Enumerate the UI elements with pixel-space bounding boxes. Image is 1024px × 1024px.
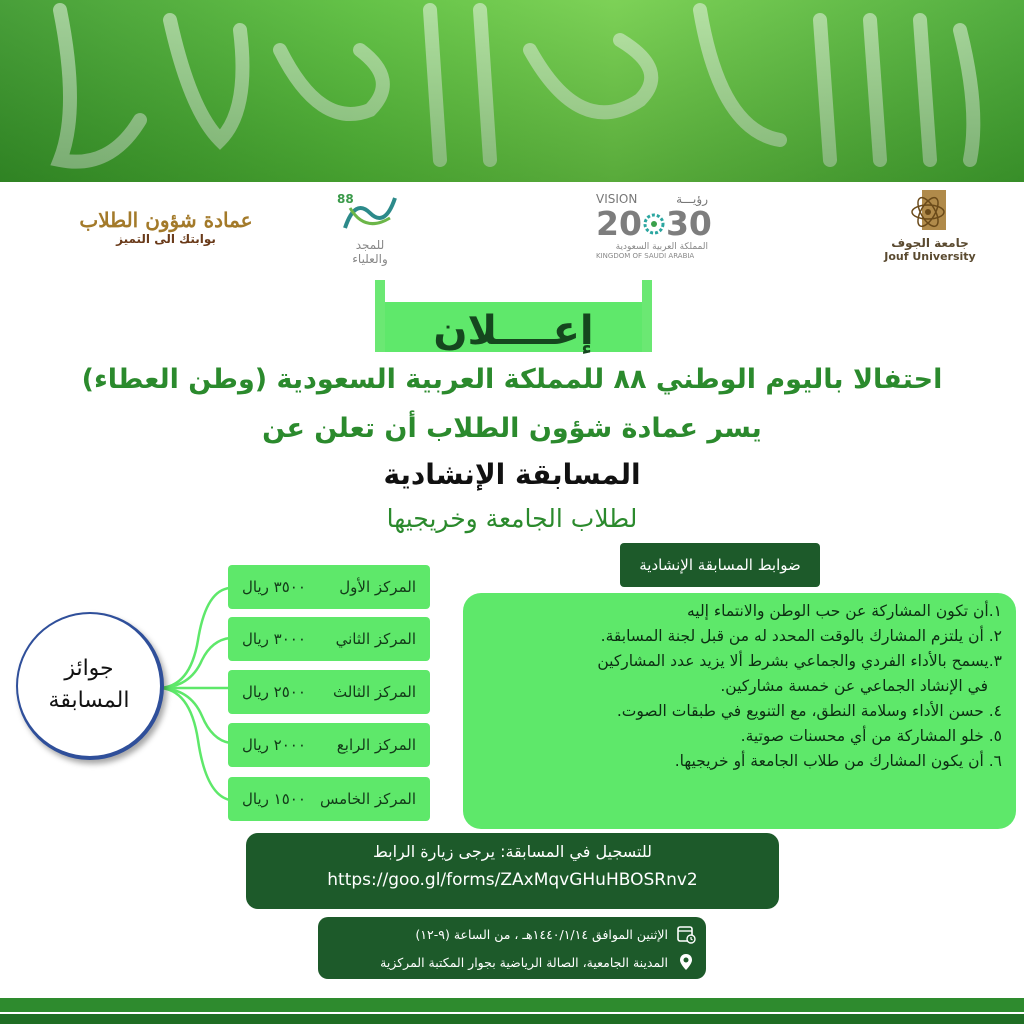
prizes-title-line1: جوائز <box>64 656 114 681</box>
student-affairs-name: عمادة شؤون الطلاب <box>79 208 253 232</box>
announcement-audience: لطلاب الجامعة وخريجيها <box>386 504 638 533</box>
national-day-line1: للمجد <box>355 238 385 252</box>
rule-item: ٦. أن يكون المشارك من طلاب الجامعة أو خريجيها. <box>674 752 1002 770</box>
national-day-emblem <box>335 188 405 238</box>
registration-box <box>246 833 779 909</box>
vision-2030-logo <box>596 192 714 260</box>
competition-name: المسابقة الإنشادية <box>383 458 641 491</box>
event-location: المدينة الجامعية، الصالة الرياضية بجوار المكتبة المركزية <box>380 954 668 970</box>
prize-place: المركز الثالث <box>332 683 416 701</box>
vision-year-left: 20 <box>596 204 642 243</box>
rule-item: ٥. خلو المشاركة من أي محسنات صوتية. <box>740 727 1002 745</box>
vision-year-right: 30 <box>665 204 712 243</box>
banner-shade <box>0 0 1024 182</box>
prize-amount: ١٥٠٠ ريال <box>242 790 306 808</box>
prize-place: المركز الثاني <box>335 630 416 648</box>
prize-amount: ٢٥٠٠ ريال <box>242 683 306 701</box>
prizes-title-line2: المسابقة <box>48 688 130 713</box>
vision-arabic-kingdom: المملكة العربية السعودية <box>615 242 708 252</box>
top-banner <box>0 0 1024 182</box>
jouf-emblem-icon <box>908 188 952 236</box>
prize-fifth <box>228 777 430 821</box>
prize-first <box>228 565 430 609</box>
prize-place: المركز الرابع <box>336 736 416 754</box>
announcement-line-2: يسر عمادة شؤون الطلاب أن تعلن عن <box>262 413 762 444</box>
footer-bar <box>0 998 1024 1012</box>
rule-item: ٣.يسمح بالأداء الفردي والجماعي بشرط ألا يزيد عدد المشاركين <box>597 652 1002 670</box>
registration-link[interactable]: https://goo.gl/forms/ZAxMqvGHuHBOSRnv2 <box>327 870 698 890</box>
rule-item: في الإنشاد الجماعي عن خمسة مشاركين. <box>720 677 988 695</box>
announcement-header <box>375 280 652 352</box>
announcement-line-1: احتفالا باليوم الوطني ٨٨ للمملكة العربية السعودية (وطن العطاء) <box>81 364 943 395</box>
prize-amount: ٣٥٠٠ ريال <box>242 578 306 596</box>
rule-item: ٤. حسن الأداء وسلامة النطق، مع التنويع في طبقات الصوت. <box>616 702 1002 720</box>
jouf-english-name: Jouf University <box>884 250 976 263</box>
prize-amount: ٣٠٠٠ ريال <box>242 630 306 648</box>
vision-word: VISION <box>596 192 638 206</box>
prize-amount: ٢٠٠٠ ريال <box>242 736 306 754</box>
palm-icon <box>643 213 665 235</box>
announcement-title: إعــــلان <box>433 308 594 354</box>
prize-place: المركز الخامس <box>319 790 416 808</box>
prizes-circle <box>16 612 164 760</box>
footer-bar-bottom <box>0 1014 1024 1024</box>
student-affairs-slogan: بوابتك الى التميز <box>116 232 216 246</box>
event-date: الإثنين الموافق ١٤٤٠/١/١٤هـ ، من الساعة (٩-١٢) <box>415 926 668 942</box>
jouf-arabic-name: جامعة الجوف <box>891 236 969 250</box>
rule-item: ١.أن تكون المشاركة عن حب الوطن والانتماء إليه <box>686 602 1002 620</box>
vision-arabic-word: رؤيـــة <box>676 192 708 206</box>
prize-second <box>228 617 430 661</box>
national-day-line2: والعلياء <box>352 252 388 266</box>
rules-title: ضوابط المسابقة الإنشادية <box>620 543 820 587</box>
calendar-clock-icon <box>676 924 696 944</box>
student-affairs-logo <box>79 208 253 246</box>
jouf-university-logo <box>880 188 980 263</box>
prize-place: المركز الأول <box>339 578 416 596</box>
national-day-number: 88 <box>337 192 354 206</box>
event-info-box <box>318 917 706 979</box>
vision-kingdom: KINGDOM OF SAUDI ARABIA <box>596 252 695 260</box>
location-pin-icon <box>676 952 696 972</box>
national-day-logo <box>330 188 410 266</box>
rule-item: ٢. أن يلتزم المشارك بالوقت المحدد له من قبل لجنة المسابقة. <box>600 627 1002 645</box>
prizes-connector-lines <box>150 580 240 810</box>
rules-box <box>463 593 1016 829</box>
prize-third <box>228 670 430 714</box>
prize-fourth <box>228 723 430 767</box>
registration-label: للتسجيل في المسابقة: يرجى زيارة الرابط <box>372 842 653 861</box>
